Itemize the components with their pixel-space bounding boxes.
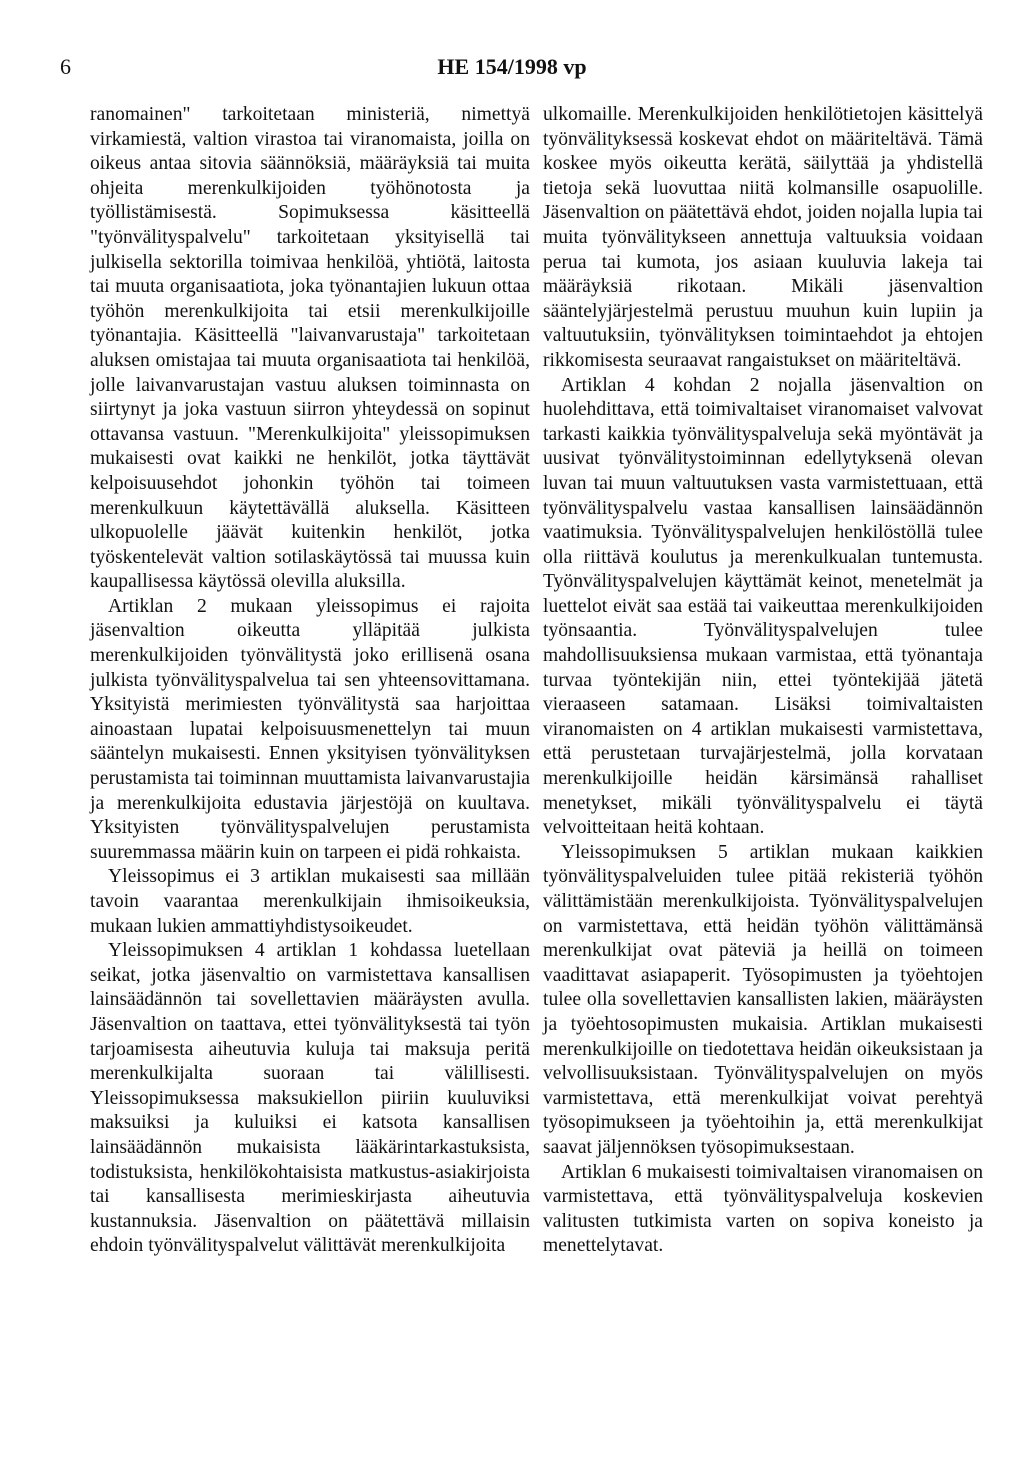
paragraph: Yleissopimuksen 5 artiklan mukaan kaikkien työnvälityspalveluiden tulee pitää rekisteriä työhön välittämistään merenkulkijoista. Työnvälityspalvelujen on varmistettava, että heidän työhön välittämänsä merenkulkijat ovat päteviä ja heillä on toimeen vaadittavat asiapaperit. Työsopimusten ja työehtojen tulee olla sovellettavien kansallisten lakien, määräysten ja työehtosopimusten mukaisia. Artiklan mukaisesti merenkulkijoille on tiedotettava heidän oikeuksistaan ja velvollisuuksistaan. Työnvälityspalvelujen on myös varmistettava, että merenkulkijat voivat perehtyä työsopimukseen ja työehtoihin ja, että merenkulkijat saavat jäljennöksen työsopimuksestaan. <box>543 841 983 1158</box>
paragraph: ranomainen" tarkoitetaan ministeriä, nimettyä virkamiestä, valtion virastoa tai viranomaista, joilla on oikeus antaa sitovia säännöksiä, määräyksiä tai muita ohjeita merenkulkijoiden työhönotosta ja työllistämisestä. Sopimuksessa käsitteellä "työnvälityspalvelu" tarkoitetaan yksityisellä tai julkisella sektorilla toimivaa henkilöä, yhtiötä, laitosta tai muuta organisaatiota, joka työnantajien lukuun ottaa työhön merenkulkijoita tai etsii merenkulkijoille työnantajia. Käsitteellä "laivanvarustaja" tarkoitetaan aluksen omistajaa tai muuta organisaatiota tai henkilöä, jolle laivanvarustajan vastuu aluksen toiminnasta on siirtynyt ja joka vastuun siirron yhteydessä on sopinut ottavansa vastuun. "Merenkulkijoita" yleissopimuksen mukaisesti ovat kaikki ne henkilöt, jotka täyttävät kelpoisuusehdot johonkin työhön tai toimeen merenkulkuun käytettävällä aluksella. Käsitteen ulkopuolelle jäävät kuitenkin henkilöt, jotka työskentelevät valtion sotilaskäytössä tai muussa kuin kaupallisessa käytössä olevilla aluksilla. <box>90 104 530 593</box>
paragraph: Artiklan 4 kohdan 2 nojalla jäsenvaltion on huolehdittava, että toimivaltaiset viranomaiset valvovat tarkasti kaikkia työnvälityspalveluja sekä myöntävät ja uusivat työnvälitystoiminnan edellytyksenä olevan luvan tai muun valtuutuksen vasta varmistettuaan, että työnvälityspalvelu vastaa kansallisen lainsäädännön vaatimuksia. Työnvälityspalvelujen henkilöstöllä tulee olla riittävä koulutus ja merenkulkualan tuntemusta. Työnvälityspalvelujen käyttämät keinot, menetelmät ja luettelot eivät saa estää tai vaikeuttaa merenkulkijoiden työnsaantia. Työnvälityspalvelujen tulee mahdollisuuksiensa mukaan varmistaa, että työnantaja turvaa työntekijän niin, ettei työntekijää jätetä vieraaseen satamaan. Lisäksi toimivaltaisten viranomaisten on 4 artiklan mukaisesti varmistettava, että perustetaan turvajärjestelmä, jolla korvataan merenkulkijoille heidän kärsimänsä rahalliset menetykset, mikäli työnvälityspalvelu ei täytä velvoitteitaan heitä kohtaan. <box>543 374 983 839</box>
paragraph: Artiklan 2 mukaan yleissopimus ei rajoita jäsenvaltion oikeutta ylläpitää julkista merenkulkijoiden työnvälitystä joko erillisenä osana julkista työnvälityspalvelua tai sen yhteensovittamana. Yksityistä merimiesten työnvälitystä saa harjoittaa ainoastaan lupatai kelpoisuusmenettelyn tai muun sääntelyn mukaisesti. Ennen yksityisen työnvälityksen perustamista tai toiminnan muuttamista laivanvarustajia ja merenkulkijoita edustavia järjestöjä on kuultava. Yksityisten työnvälityspalvelujen perustamista suuremmassa määrin kuin on tarpeen ei pidä rohkaista. <box>90 595 530 863</box>
right-column <box>543 103 983 1259</box>
page-number: 6 <box>60 54 71 79</box>
paragraph: Yleissopimus ei 3 artiklan mukaisesti saa millään tavoin vaarantaa merenkulkijain ihmisoikeuksia, mukaan lukien ammattiyhdistysoikeudet. <box>90 866 530 937</box>
document-id: HE 154/1998 vp <box>437 54 587 79</box>
paragraph: Yleissopimuksen 4 artiklan 1 kohdassa luetellaan seikat, jotka jäsenvaltio on varmistettava kansallisen lainsäädännön tai sovellettavien määräysten avulla. Jäsenvaltion on taattava, ettei työnvälityksestä tai työn tarjoamisesta aiheutuvia kuluja tai maksuja peritä merenkulkijalta suoraan tai välillisesti. Yleissopimuksessa maksukiellon piiriin kuuluviksi maksuiksi ja kuluiksi ei katsota kansallisen lainsäädännön mukaisista lääkärintarkastuksista, todistuksista, henkilökohtaisista matkustus-asiakirjoista tai kansallisesta merimieskirjasta aiheutuvia kustannuksia. Jäsenvaltion on päätettävä millaisin ehdoin työnvälityspalvelut välittävät merenkulkijoita <box>90 940 530 1257</box>
left-column <box>90 103 530 1259</box>
paragraph: ulkomaille. Merenkulkijoiden henkilötietojen käsittelyä työnvälityksessä koskevat ehdot on määriteltävä. Tämä koskee myös oikeutta kerätä, säilyttää ja yhdistellä tietoja sekä luovuttaa niitä kolmansille osapuolille. Jäsenvaltion on päätettävä ehdot, joiden nojalla lupia tai muita työnvälitykseen annettuja valtuuksia voidaan perua tai kumota, jos asiaan kuuluvia lakeja tai määräyksiä rikotaan. Mikäli jäsenvaltion sääntelyjärjestelmä perustuu muuhun kuin lupiin ja valtuutuksiin, työnvälityksen toimintaehdot ja ehtojen rikkomisesta seuraavat rangaistukset on määriteltävä. <box>543 104 983 371</box>
paragraph: Artiklan 6 mukaisesti toimivaltaisen viranomaisen on varmistettava, että työnvälityspalveluja koskevien valitusten tutkimista varten on sopiva koneisto ja menettelytavat. <box>543 1161 983 1257</box>
